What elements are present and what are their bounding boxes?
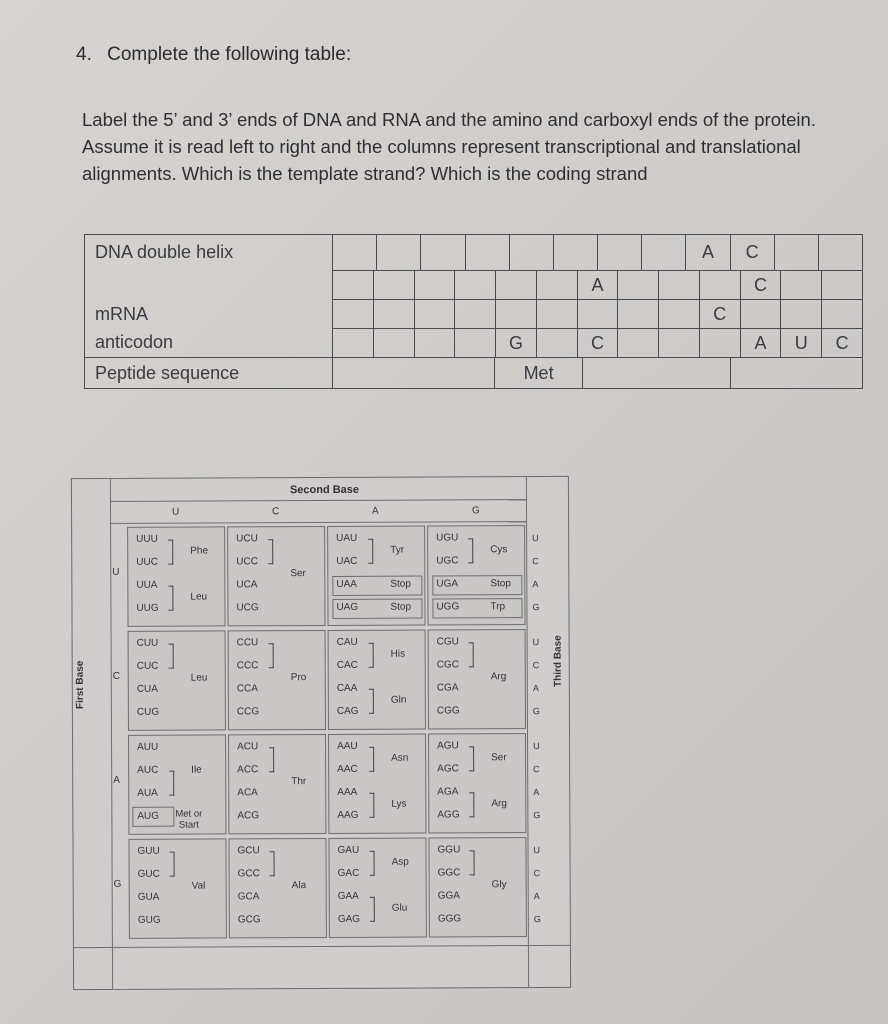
mrna-cell (455, 300, 496, 328)
codon: CCU (236, 637, 259, 649)
codon: CUA (136, 683, 158, 695)
dna-top-cell (421, 235, 465, 270)
amino-acid-label: Thr (291, 775, 307, 787)
codon: CCC (236, 660, 259, 672)
codon-block-AG (428, 733, 526, 833)
anticodon-cell (618, 329, 659, 357)
dna-top-cell (775, 235, 819, 270)
amino-acid-label: Gly (491, 878, 507, 890)
chart-grid-line (110, 499, 526, 502)
codon-block-AA (328, 734, 426, 834)
codon-bracket (369, 747, 374, 772)
chart-grid-line (74, 945, 570, 948)
dna-bottom-cell (374, 271, 415, 299)
second-base-C: C (272, 506, 280, 518)
third-base-U: U (533, 741, 540, 752)
peptide-cell (583, 358, 730, 388)
amino-acid-label: Met or Start (175, 808, 203, 831)
amino-acid-label: Ser (491, 751, 507, 763)
codon-block-UC (227, 526, 325, 626)
codon: CGU (436, 636, 459, 648)
amino-acid-label: Phe (190, 544, 209, 557)
codon-bracket (168, 586, 173, 611)
amino-acid-label: Ala (291, 879, 307, 891)
codon-bracket (270, 851, 275, 876)
anticodon-cell (455, 329, 496, 357)
anticodon-cell (700, 329, 741, 357)
codon: AAC (337, 763, 358, 775)
amino-acid-label: Glu (391, 902, 408, 914)
codon: GAG (337, 913, 361, 925)
dna-bottom-cell (333, 271, 374, 299)
stop-row-box (432, 598, 522, 618)
amino-acid-label: Gln (390, 694, 407, 706)
mrna-cell (618, 300, 659, 328)
amino-acid-label: Leu (190, 590, 208, 603)
amino-acid-label: Leu (190, 671, 208, 684)
third-base-G: G (532, 706, 540, 717)
codon: GUA (137, 891, 160, 903)
dna-top-cell (333, 235, 377, 270)
dna-top-cell (642, 235, 686, 270)
codon: ACG (237, 810, 260, 822)
codon: CAG (336, 705, 359, 717)
codon-chart (71, 476, 571, 990)
codon-bracket (469, 746, 474, 771)
row-label-dna: DNA double helix (85, 235, 333, 271)
amino-acid-label: Stop (390, 578, 411, 590)
codon: CUG (136, 706, 160, 718)
codon-bracket (469, 792, 474, 817)
codon-bracket (170, 852, 175, 877)
codon: CGG (436, 705, 460, 717)
codon-bracket (168, 540, 173, 565)
codon: UAG (336, 601, 359, 613)
codon: AGG (437, 809, 460, 821)
mrna-cell (415, 300, 456, 328)
peptide-cell: Met (495, 358, 584, 388)
anticodon-cell: U (781, 329, 822, 357)
mrna-cell (659, 300, 700, 328)
mrna-cell (374, 300, 415, 328)
codon: GCU (237, 845, 260, 857)
amino-acid-label: Trp (490, 601, 506, 613)
second-base-title: Second Base (289, 483, 360, 497)
row-label-anticodon: anticodon (85, 329, 333, 358)
amino-acid-label: Pro (290, 671, 307, 683)
mrna-cell (781, 300, 822, 328)
codon: CUU (136, 637, 159, 649)
codon-block-AU (128, 734, 226, 834)
codon-bracket (169, 771, 174, 796)
amino-acid-label: Val (191, 880, 206, 892)
codon: CCA (236, 683, 258, 695)
anticodon-cell: C (835, 332, 849, 353)
first-base-A: A (113, 774, 120, 786)
dna-bottom-cell (659, 271, 700, 299)
row-label-peptide: Peptide sequence (85, 358, 333, 389)
dna-top-cell (377, 235, 421, 270)
amino-acid-label: Cys (490, 543, 508, 555)
codon: GUU (137, 845, 160, 857)
dna-bottom-cell (781, 271, 822, 299)
codon-block-CU (128, 630, 226, 730)
codon-block-GA (328, 838, 426, 938)
anticodon-cell: G (496, 329, 537, 357)
third-base-C: C (532, 660, 540, 671)
mrna-cell (578, 300, 619, 328)
codon-bracket (369, 793, 374, 818)
codon: AGA (437, 786, 459, 798)
first-base-G: G (113, 878, 122, 890)
codon: UGU (436, 532, 459, 544)
codon: UCA (236, 579, 258, 591)
third-base-U: U (532, 533, 539, 544)
codon: AGU (437, 740, 459, 752)
peptide-row (333, 358, 863, 389)
third-base-A: A (533, 787, 540, 798)
codon: ACA (237, 787, 258, 799)
codon: UGC (436, 555, 459, 567)
codon: AUC (137, 764, 159, 776)
dna-top-cell (510, 235, 554, 270)
anticodon-cell: C (578, 329, 619, 357)
codon-block-UU (127, 526, 225, 626)
dna-bottom-cell (822, 271, 862, 299)
codon-block-GU (128, 838, 226, 938)
amino-acid-label: Asp (391, 856, 409, 868)
codon: GCC (237, 868, 260, 880)
dna-top-strand (333, 235, 863, 271)
amino-acid-label: Lys (391, 798, 407, 810)
codon: GCG (237, 914, 261, 926)
mrna-cell (537, 300, 578, 328)
codon: CGA (436, 682, 459, 694)
third-base-C: C (533, 764, 540, 775)
third-base-A: A (532, 579, 539, 590)
question-title (76, 44, 351, 66)
dna-bottom-cell (415, 271, 456, 299)
codon: GAC (337, 867, 360, 879)
amino-acid-label: Stop (390, 601, 412, 613)
codon-bracket (369, 689, 374, 714)
third-base-C: C (533, 868, 541, 879)
codon: AGC (437, 763, 459, 775)
anticodon-cell (659, 329, 700, 357)
second-base-A: A (372, 505, 379, 517)
anticodon-cell (374, 329, 415, 357)
dna-bottom-strand (333, 271, 863, 300)
mrna-cell (741, 300, 782, 328)
codon: CAU (336, 636, 358, 648)
codon: AUA (137, 787, 158, 799)
codon-bracket (268, 539, 273, 564)
codon-bracket (169, 644, 174, 669)
codon: GGU (437, 844, 461, 856)
codon-block-UG (427, 525, 525, 625)
codon: UUG (136, 602, 159, 614)
amino-acid-label: Asn (391, 752, 409, 764)
codon: UUC (136, 556, 158, 568)
codon: GUG (137, 914, 161, 926)
codon: GAA (337, 890, 359, 902)
codon-bracket (370, 897, 375, 922)
codon: GGG (437, 913, 462, 925)
row-label-mrna: mRNA (85, 300, 333, 329)
third-base-C: C (532, 556, 539, 567)
codon: AUU (137, 741, 159, 753)
dna-top-cell: A (686, 235, 730, 270)
codon: CUC (136, 660, 159, 672)
codon: GGC (437, 867, 461, 879)
codon: UAA (336, 578, 357, 590)
codon-block-GG (428, 837, 526, 937)
codon: GAU (337, 844, 360, 856)
codon-bracket (369, 643, 374, 668)
third-base-A: A (533, 891, 540, 902)
dna-top-cell (819, 235, 862, 270)
met-start-box (132, 807, 174, 827)
codon: AAU (337, 740, 358, 752)
codon-block-CG (428, 629, 526, 729)
codon-block-UA (327, 526, 425, 626)
codon-block-AC (228, 734, 326, 834)
dna-top-cell (466, 235, 510, 270)
codon: CAA (336, 682, 358, 694)
codon: AUG (137, 810, 160, 822)
third-base-A: A (532, 683, 539, 694)
codon: UCC (236, 556, 258, 568)
codon: UUU (136, 533, 158, 545)
codon: UCG (236, 602, 259, 614)
second-base-G: G (472, 505, 480, 517)
codon-bracket (470, 850, 475, 875)
codon: GGA (437, 890, 460, 902)
codon-bracket (269, 747, 274, 772)
dna-bottom-cell: A (578, 271, 619, 299)
first-base-U: U (112, 566, 120, 578)
answer-table (84, 234, 863, 389)
codon-bracket (368, 539, 373, 564)
mrna-cell (333, 300, 374, 328)
amino-acid-label: Arg (490, 670, 507, 682)
dna-bottom-cell (618, 271, 659, 299)
third-base-G: G (533, 914, 541, 925)
first-base-C: C (112, 670, 121, 682)
codon-bracket (468, 538, 473, 563)
codon: UAU (336, 532, 358, 544)
codon: CGC (436, 659, 459, 671)
third-base-G: G (532, 602, 540, 613)
amino-acid-label: Ser (290, 567, 306, 579)
mrna-cell (822, 300, 862, 328)
dna-top-cell (554, 235, 598, 270)
codon: UUA (136, 579, 158, 591)
amino-acid-label: Arg (491, 797, 507, 809)
amino-acid-label: Stop (490, 578, 511, 590)
dna-bottom-cell (496, 271, 537, 299)
third-base-G: G (533, 810, 541, 821)
anticodon-cell: A (741, 329, 782, 357)
mrna-cell: C (700, 300, 741, 328)
dna-bottom-cell (700, 271, 741, 299)
instructions: Label the 5’ and 3’ ends of DNA and RNA and the amino and carboxyl ends of the protein. Assume it is read left to right and the columns represent transcriptional and translational alignments. Which is the template strand? Which is the coding strand (82, 109, 816, 184)
amino-acid-label: Tyr (390, 544, 405, 556)
codon: UAC (336, 555, 358, 567)
third-base-label: Third Base (552, 635, 564, 687)
codon-block-GC (228, 838, 326, 938)
row-label-blank (85, 271, 333, 300)
codon: ACU (237, 741, 259, 753)
codon-bracket (370, 851, 375, 876)
amino-acid-label: His (390, 648, 406, 660)
codon: UGG (436, 601, 460, 613)
codon: GUC (137, 868, 160, 880)
mrna-cell (496, 300, 537, 328)
codon: GCA (237, 891, 260, 903)
chart-grid-line (110, 521, 526, 524)
anticodon-row (333, 329, 863, 358)
dna-top-cell (598, 235, 642, 270)
anticodon-cell (415, 329, 456, 357)
codon: CCG (236, 706, 260, 718)
dna-bottom-cell (455, 271, 496, 299)
dna-bottom-cell: C (741, 271, 782, 299)
codon-block-CA (328, 630, 426, 730)
dna-bottom-cell (537, 271, 578, 299)
codon-block-CC (228, 630, 326, 730)
peptide-cell (333, 358, 495, 388)
question-text: Complete the following table: (107, 44, 352, 65)
codon: AAA (337, 786, 358, 798)
codon: UCU (236, 533, 258, 545)
mrna-row (333, 300, 863, 329)
question-number: 4. (76, 44, 92, 65)
codon: CAC (336, 659, 358, 671)
first-base-label: First Base (74, 660, 86, 710)
peptide-cell (731, 358, 863, 388)
chart-grid-line (110, 479, 113, 989)
third-base-U: U (533, 845, 541, 856)
codon: AAG (337, 809, 359, 821)
codon-bracket (269, 643, 274, 668)
codon: UGA (436, 578, 459, 590)
codon-bracket (469, 642, 474, 667)
second-base-U: U (172, 506, 180, 518)
anticodon-cell (333, 329, 374, 357)
anticodon-cell (537, 329, 578, 357)
amino-acid-label: Ile (191, 764, 202, 776)
codon: ACC (237, 764, 259, 776)
dna-top-cell: C (731, 235, 775, 270)
third-base-U: U (532, 637, 540, 648)
